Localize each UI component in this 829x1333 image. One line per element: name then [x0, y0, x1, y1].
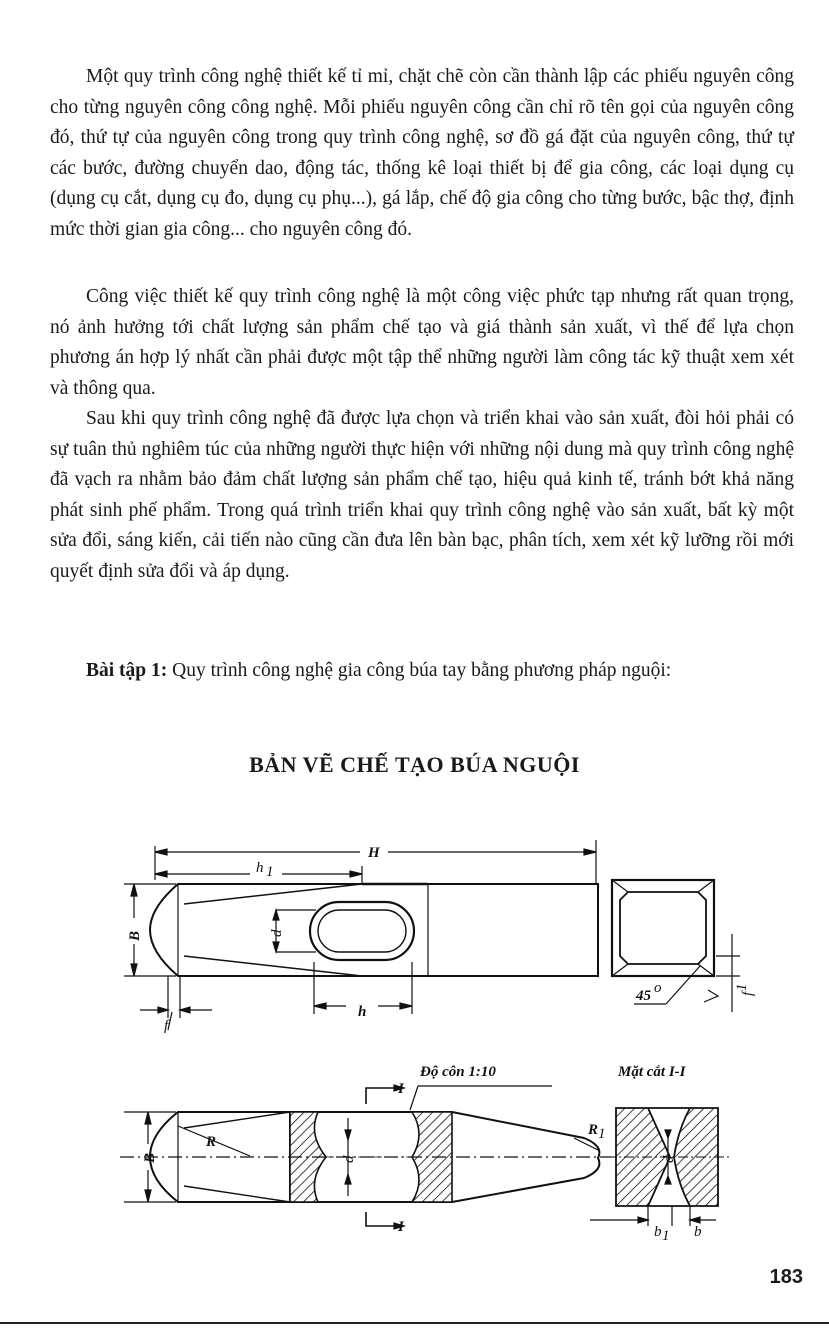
page-bottom-rule [0, 1322, 829, 1324]
label-b: b [694, 1224, 702, 1240]
label-d3: d [661, 1155, 677, 1163]
end-view [612, 880, 740, 1012]
label-R1: R [588, 1122, 599, 1138]
label-b1-sub: 1 [662, 1228, 670, 1244]
paragraph-3: Sau khi quy trình công nghệ đã được lựa chọn và triển khai vào sản xuất, đòi hỏi phải có sự tuân thủ nghiêm túc của những người thực hiện với những nội dung mà quy trình công nghệ đã vạch ra nhằm bảo đảm chất lượng sản phẩm chế tạo, hiệu quả kinh tế, tránh bớt khả năng phát sinh phế phẩm. Trong quá trình triển khai quy trình công nghệ vào sản xuất, bất kỳ một sửa đổi, sáng kiến, cải tiến nào cũng cần đưa lên bàn bạc, phân tích, xem xét kỹ lưỡng rồi mới quyết định sửa đổi và áp dụng. [50, 408, 794, 582]
label-R1-sub: 1 [598, 1126, 606, 1142]
label-B: B [127, 930, 143, 941]
label-b1: b [654, 1224, 662, 1240]
label-H: H [368, 845, 380, 861]
top-view-dimensions [124, 840, 596, 1030]
label-h1-sub: 1 [266, 864, 274, 880]
label-d2: d [341, 1155, 357, 1163]
page-number: 183 [769, 1266, 803, 1288]
label-f1: f [740, 991, 756, 996]
label-I-top: I [398, 1081, 404, 1097]
top-view [150, 884, 598, 976]
side-view-dimensions [120, 1085, 612, 1229]
drawing-title: BẢN VẼ CHẾ TẠO BÚA NGUỘI [249, 752, 580, 777]
exercise-text: Quy trình công nghệ gia công búa tay bằng phương pháp nguội: [167, 660, 672, 681]
label-h1: h [256, 860, 264, 876]
label-f: f [164, 1018, 169, 1034]
label-angle-deg: o [654, 980, 662, 996]
label-B2: B [142, 1152, 158, 1163]
label-taper: Độ côn 1:10 [420, 1064, 496, 1080]
paragraph-2: Công việc thiết kế quy trình công nghệ là một công việc phức tạp nhưng rất quan trọng, nó ảnh hưởng tới chất lượng sản phẩm chế tạo và giá thành sản xuất, vì thế để lựa chọn phương án hợp lý nhất cần phải được một tập thể những người làm công tác kỹ thuật xem xét và thông qua. [50, 286, 794, 399]
label-d: d [269, 929, 285, 937]
exercise-label: Bài tập 1: [86, 660, 168, 681]
label-f1-sub: 1 [734, 983, 750, 991]
label-section: Mặt cắt I-I [618, 1064, 686, 1080]
label-angle: 45 [636, 988, 651, 1004]
label-h: h [358, 1004, 367, 1020]
paragraph-1: Một quy trình công nghệ thiết kế tỉ mỉ, chặt chẽ còn cần thành lập các phiếu nguyên công cho từng nguyên công công nghệ. Mỗi phiếu nguyên công cần chỉ rõ tên gọi của nguyên công đó, thứ tự của nguyên công trong quy trình công nghệ, sơ đồ gá đặt của nguyên công, thứ tự các bước, đường chuyển dao, động tác, thống kê loại thiết bị để gia công, các loại dụng cụ (dụng cụ cắt, dụng cụ đo, dụng cụ phụ...), gá lắp, chế độ gia công cho từng bước, bậc thợ, định mức thời gian gia công... cho nguyên công đó. [50, 66, 794, 240]
label-R: R [206, 1134, 217, 1150]
label-I-bottom: I [398, 1219, 404, 1235]
